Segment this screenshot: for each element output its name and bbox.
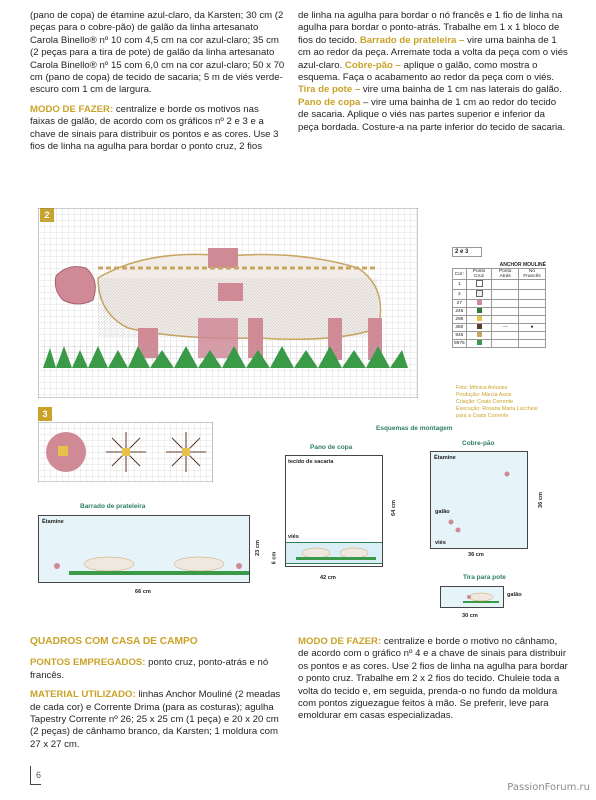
- key-row: 246: [453, 308, 467, 316]
- pano-title: Pano de copa: [310, 444, 353, 451]
- cobre-diagram: [430, 451, 528, 549]
- tira-title: Tira para pote: [463, 574, 506, 581]
- key-row: 9575: [454, 341, 465, 346]
- modo-paragraph: [30, 104, 285, 154]
- instructions-paragraph: [298, 10, 568, 134]
- photo-credits: [456, 385, 538, 420]
- key-col-cor: Cor:: [453, 269, 467, 280]
- cobre-title: Cobre-pão: [462, 440, 495, 447]
- key-row: 360: [453, 324, 467, 332]
- material-paragraph: [30, 689, 285, 751]
- key-row: 945: [453, 332, 467, 340]
- cobre-vies-label: viés: [435, 540, 446, 546]
- pano-band-height: 6 cm: [271, 551, 278, 565]
- tira-galao-label: galão: [507, 592, 522, 598]
- key-brand: ANCHOR MOULINÉ: [499, 262, 546, 268]
- pontos-text: ponto cruz, ponto-atrás e nó francês.: [30, 657, 269, 681]
- barrado-height: 23 cm: [254, 540, 261, 556]
- cross-stitch-chart-3: [38, 422, 213, 482]
- pano-height: 64 cm: [390, 500, 397, 516]
- tira-width: 30 cm: [462, 613, 478, 619]
- barrado-width: 66 cm: [135, 589, 151, 595]
- pano-label: Pano de copa: [298, 96, 361, 108]
- top-left-column: [30, 10, 285, 160]
- credit-line: Criação: Coats Corrente: [456, 399, 514, 405]
- vies-label: viés: [288, 534, 299, 540]
- top-right-column: [298, 10, 568, 141]
- cobre-etamine-label: Étamine: [434, 455, 456, 461]
- section-heading: QUADROS COM CASA DE CAMPO: [30, 636, 198, 647]
- modo-fazer-label: MODO DE FAZER:: [298, 636, 382, 647]
- key-row: 1: [453, 280, 467, 290]
- barrado-title: Barrado de prateleira: [80, 503, 146, 510]
- cobre-width: 36 cm: [468, 552, 484, 558]
- key-title: 2 e 3: [452, 247, 482, 257]
- barrado-label: Barrado de prateleira –: [359, 34, 465, 46]
- instr-text-2: vire uma bainha de 1 cm ao redor da peça. Arremate toda a volta da peça com o viés azul-claro.: [298, 34, 568, 71]
- key-row: 27: [453, 300, 467, 308]
- watermark: PassionForum.ru: [507, 782, 590, 793]
- bottom-left-column: [30, 636, 285, 758]
- key-col-pc: Ponto Cruz: [466, 269, 492, 280]
- pano-width: 42 cm: [320, 575, 336, 581]
- tira-label: Tira de pote –: [298, 84, 361, 96]
- tecido-label: tecido de sacaria: [288, 459, 334, 465]
- tira-diagram: [440, 586, 504, 608]
- pontos-label: PONTOS EMPREGADOS:: [30, 657, 146, 669]
- instr-text-3: aplique o galão, como mostra o esquema. Faça o acabamento ao redor da peça com o viés.: [298, 59, 554, 84]
- page-number: 6: [36, 770, 42, 780]
- pano-diagram: [285, 455, 383, 567]
- key-col-nf: Nó Francês: [518, 269, 545, 280]
- cobre-galao-label: galão: [435, 509, 450, 515]
- pontos-paragraph: [30, 657, 285, 682]
- key-row: 2: [453, 290, 467, 300]
- modo-text: centralize e borde os motivos nas faixas de galão, de acordo com os gráficos nº 2 e 3 e a chave de sinais para distribuir os pontos e as cores. Use 3 fios de linha na agulha para bordar o ponto cruz, 2 fios: [30, 103, 279, 153]
- schemes-title: Esquemas de montagem: [376, 425, 453, 432]
- instr-text-4: vire uma bainha de 1 cm nas laterais do galão.: [360, 84, 562, 96]
- modo-label: MODO DE FAZER:: [30, 103, 114, 115]
- pano-band: [286, 542, 382, 564]
- key-row: 298: [453, 316, 467, 324]
- material-label: MATERIAL UTILIZADO:: [30, 689, 136, 701]
- barrado-etamine-label: Étamine: [42, 519, 64, 525]
- color-key: [452, 247, 546, 348]
- materials-paragraph: (pano de copa) de étamine azul-claro, da Karsten; 30 cm (2 peças para o cobre-pão) de galão da linha artesanato Carola Binello® nº 10 com 4,5 cm na cor azul-claro; 35 cm (2 peças para a tira de pote) de galão da linha artesanato Carola Binello® nº 15 com 6,0 cm na cor azul-claro; 50 x 70 cm (pano de copa) de tecido de sacaria; 5 m de viés verde-escuro com 1 cm de largura.: [30, 10, 285, 96]
- chart-3-tag: 3: [38, 407, 52, 421]
- credit-line: para a Coats Corrente: [456, 413, 509, 419]
- instr-text-5: – vire uma bainha de 1 cm ao redor do tecido de sacaria. Aplique o viés nas partes superior e inferior da peça bordada. Costure-a na parte inferior do tecido de sacaria.: [298, 96, 566, 133]
- credit-line: Foto: Mônica Antunes: [456, 385, 508, 391]
- key-table: Cor: Ponto Cruz Ponto Atrás Nó Francês 1 2 27 246 298 360 — ● 945 9575: [452, 268, 546, 348]
- cross-stitch-chart-2: [38, 208, 418, 398]
- modo-fazer-text: centralize e borde o motivo no cânhamo, de acordo com o gráfico nº 4 e a chave de sinais para distribuir os pontos e as cores. Use 2 fios de linha na agulha para bordar o ponto cruz. Trabalhe em 2 x 2 fios do tecido. Chuleie toda a volta do tecido e, em seguida, prenda-o no fundo da moldura com pontos ziguezague feitos à mão. Se preferir, leve para emoldurar em casas especializadas.: [298, 636, 568, 722]
- modo-fazer-paragraph: [298, 636, 568, 723]
- instr-text-1: de linha na agulha para bordar o nó francês e 1 fio de linha na agulha para bordar o ponto-atrás. Trabalhe em 1 x 1 bloco de fios do tecido.: [298, 10, 563, 46]
- cobre-label: Cobre-pão –: [344, 59, 401, 71]
- material-text: linhas Anchor Mouliné (2 meadas de cada cor) e Corrente Drima (para as costuras); agulha Tapestry Corrente nº 26; 25 x 25 cm (1 peça) e 20 x 20 cm (2 peças) de cânhamo branco, da Karsten; 1 moldura com 27 x 27 cm.: [30, 689, 281, 750]
- key-col-pa: Ponto Atrás: [492, 269, 519, 280]
- credit-line: Execução: Rosana Maria Lucchesi: [456, 406, 538, 412]
- cobre-height: 36 cm: [537, 492, 544, 508]
- credit-line: Produção: Márcia Assis: [456, 392, 512, 398]
- barrado-diagram: [38, 515, 250, 583]
- bottom-right-column: [298, 636, 568, 730]
